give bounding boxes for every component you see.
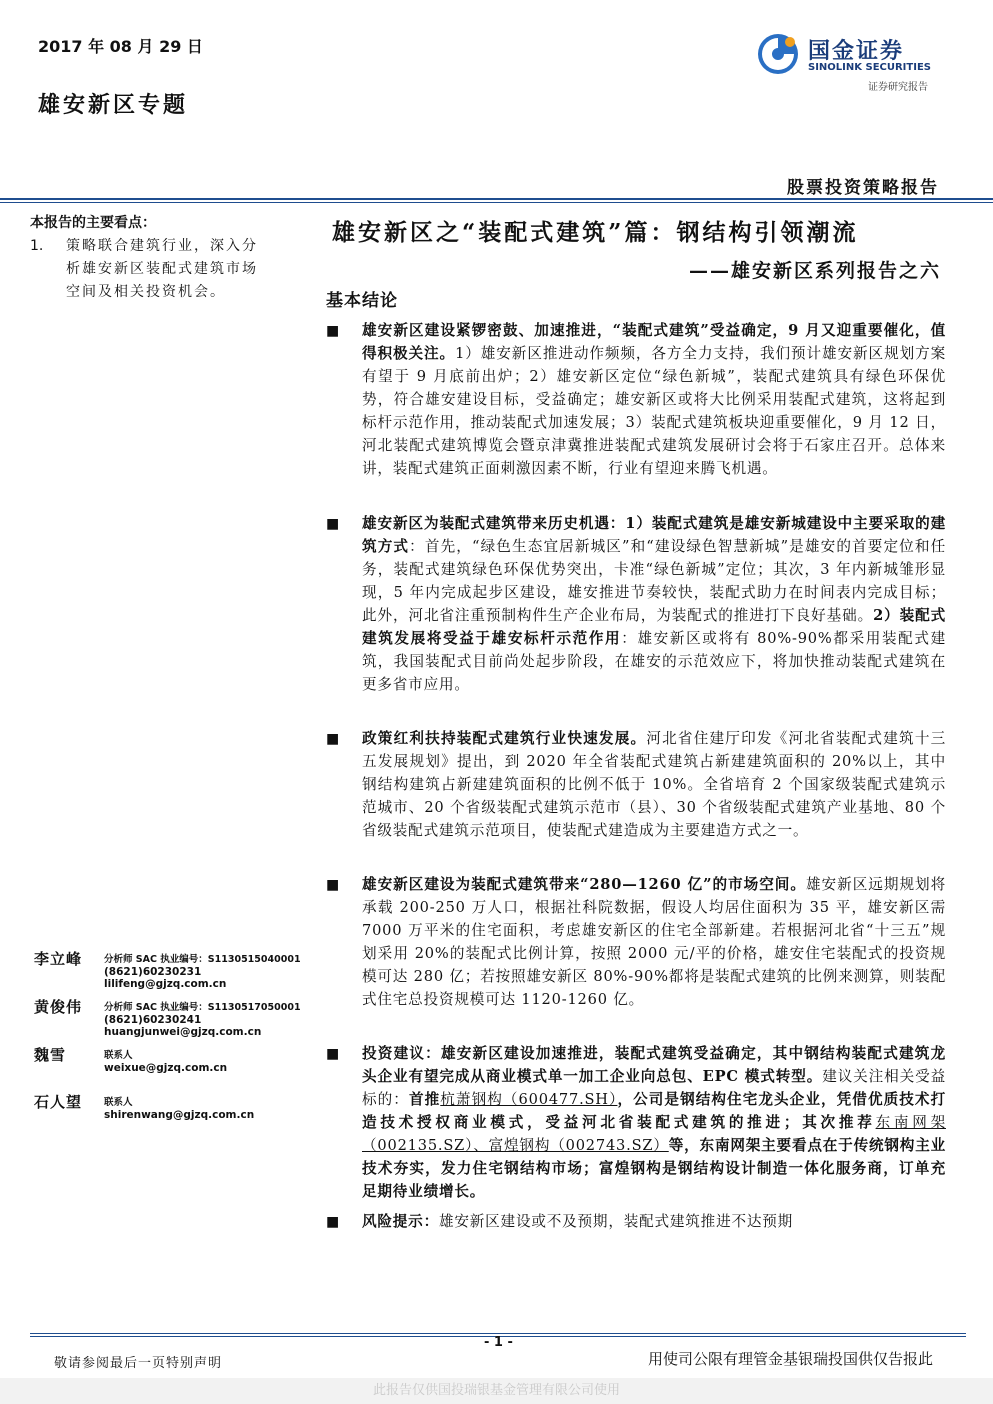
paragraph-lead: 风险提示： [362,1213,439,1230]
analyst-info [104,1097,254,1121]
paragraph-lead-2: 首推 [408,1091,441,1108]
footer-disclaimer: 敬请参阅最后一页特别声明 [54,1356,223,1371]
analyst-card [30,1044,330,1091]
paragraph-lead: 政策红利扶持装配式建筑行业快速发展。 [362,730,647,747]
paragraph-lead: 雄安新区建设紧锣密鼓、加速推进，“装配式建筑”受益确定，9 月又迎重要催化，值得积极关注。 [362,322,946,362]
highlight-number: 1. [30,238,44,254]
analyst-phone: (8621)60230231 [104,966,202,978]
bullet-marker: ■ [326,323,340,339]
bullet-marker: ■ [326,1214,340,1230]
report-topic: 雄安新区专题 [38,92,189,118]
paragraph-body: 1）雄安新区推进动作频频，各方全力支持，我们预计雄安新区规划方案有望于 9 月底前出炉；2）雄安新区定位“绿色新城”，装配式建筑具有绿色环保优势，符合雄安建设目标，受益确定；雄安新区或将大比例采用装配式建筑，这将起到标杆示范作用，推动装配式加速发展；3）装配式建筑板块迎重要催化，9 月 12 日，河北装配式建筑博览会暨京津冀推进装配式建筑发展研讨会将于石家庄召开。总体来讲，装配式建筑正面刺激因素不断，行业有望迎来腾飞机遇。 [362,345,946,477]
paragraph-body: 雄安新区建设或不及预期，装配式建筑推进不达预期 [438,1213,794,1230]
footer-usage-note: 用使司公限有理管金基银瑞投国供仅告报此 [647,1350,933,1368]
paragraph-lead: 投资建议：雄安新区建设加速推进，装配式建筑受益确定，其中钢结构装配式建筑龙头企业有望完成从商业模式单一加工企业向总包、EPC 模式转型。 [362,1045,946,1085]
conclusion-paragraph [362,873,946,1011]
analyst-role: 联系人 [104,1097,133,1108]
paragraph-body-2: ：雄安新区或将有 80%-90%都采用装配式建筑，我国装配式目前尚处起步阶段，在雄安的示范效应下，将加快推动装配式建筑在更多省市应用。 [362,630,946,693]
highlight-item [30,235,270,304]
analyst-info [104,954,301,990]
header-divider-thin [0,202,993,203]
highlights-panel [30,212,270,304]
paragraph-body: 河北省住建厅印发《河北省装配式建筑十三五发展规划》提出，到 2020 年全省装配式建筑占新建建筑面积的 20%以上，其中钢结构建筑占新建建筑面积的比例不低于 10%。全省培育 2 个国家级装配式建筑示范城市、20 个省级装配式建筑示范市（县）、30 个省级装配式建筑产业基地、80 个省级装配式建筑示范项目，使装配式建造成为主要建造方式之一。 [362,730,947,839]
conclusion-paragraph [362,512,946,696]
report-type: 股票投资策略报告 [787,178,939,198]
analyst-card [30,1091,330,1139]
analyst-name: 魏雪 [34,1046,67,1064]
usage-watermark: 此报告仅供国投瑞银基金管理有限公司使用 [0,1378,993,1404]
analyst-name: 李立峰 [34,950,83,968]
bullet-marker: ■ [326,516,340,532]
analyst-info [104,1050,227,1074]
logo-text-cn: 国金证券 [808,39,905,64]
analyst-email[interactable]: huangjunwei@gjzq.com.cn [104,1026,262,1038]
company-logo [756,32,946,96]
paragraph-lead: 雄安新区为装配式建筑带来历史机遇：1）装配式建筑是雄安新城建设中主要采取的建筑方式 [362,515,946,555]
conclusion-paragraph [362,1210,946,1233]
analyst-role: 分析师 SAC 执业编号：S1130517050001 [104,1002,301,1013]
footer-divider [30,1333,966,1334]
paragraph-body: 建议关注相关受益标的： [362,1068,946,1108]
analyst-role: 联系人 [104,1050,133,1061]
analyst-email[interactable]: lilifeng@gjzq.com.cn [104,978,227,990]
conclusion-paragraph [362,319,946,480]
paragraph-lead-3: ，公司是钢结构住宅龙头企业，凭借优质技术打造技术授权商业模式，受益河北省装配式建筑的推进；其次推荐 [362,1091,946,1131]
analyst-list [30,948,330,1139]
paragraph-lead: 雄安新区建设为装配式建筑带来“280—1260 亿”的市场空间。 [362,876,806,893]
header-divider [0,198,993,200]
stock-link-hangxiao[interactable]: 杭萧钢构（600477.SH） [440,1091,618,1108]
bullet-marker: ■ [326,731,340,747]
section-heading: 基本结论 [326,291,398,311]
paragraph-lead-4: 等，东南网架主要看点在于传统钢构主业技术夯实，发力住宅钢结构市场；富煌钢构是钢结构设计制造一体化服务商，订单充足期待业绩增长。 [362,1137,946,1200]
stock-link-dongnan-fuhuang[interactable]: 东南网架（002135.SZ）、富煌钢构（002743.SZ） [362,1114,946,1154]
paragraph-body: ：首先，“绿色生态宜居新城区”和“建设绿色智慧新城”是雄安的首要定位和任务，装配式建筑绿色环保优势突出，卡准“绿色新城”定位；其次，3 年内新城雏形显现，5 年内完成起步区建设，雄安推进节奏较快，装配式助力在时间表内完成目标；此外，河北省注重预制构件生产企业布局，为装配式的推进打下良好基础。 [362,538,946,624]
logo-subtitle: 证券研究报告 [868,82,928,93]
conclusion-paragraph [362,1042,946,1203]
report-subtitle: ——雄安新区系列报告之六 [688,260,941,282]
bullet-marker: ■ [326,877,340,893]
analyst-email[interactable]: shirenwang@gjzq.com.cn [104,1109,255,1121]
analyst-email[interactable]: weixue@gjzq.com.cn [104,1062,228,1074]
paragraph-lead-2: 2）装配式建筑发展将受益于雄安标杆示范作用 [362,607,946,647]
highlights-title: 本报告的主要看点： [30,215,156,231]
logo-text-en: SINOLINK SECURITIES [808,62,931,73]
page-number: - 1 - [484,1335,513,1350]
report-date: 2017 年 08 月 29 日 [38,37,203,56]
analyst-role: 分析师 SAC 执业编号：S1130515040001 [104,954,301,965]
conclusion-paragraph [362,727,946,842]
analyst-phone: (8621)60230241 [104,1014,202,1026]
analyst-name: 石人望 [34,1093,83,1111]
bullet-marker: ■ [326,1046,340,1062]
highlight-text: 策略联合建筑行业，深入分析雄安新区装配式建筑市场空间及相关投资机会。 [66,238,258,300]
logo-mark-icon [756,32,800,76]
analyst-card [30,948,330,996]
report-title: 雄安新区之“装配式建筑”篇：钢结构引领潮流 [332,219,859,246]
analyst-info [104,1002,301,1038]
paragraph-body: 雄安新区远期规划将承载 200-250 万人口，根据社科院数据，假设人均居住面积为 35 平，雄安新区需 7000 万平米的住宅面积，考虑雄安新区的住宅全部新建。若根据河北省“十三五”规划采用 20%的装配式比例计算，按照 2000 元/平的价格，雄安住宅装配式的投资规模可达 280 亿；若按照雄安新区 80%-90%都将是装配式建筑的比例来测算，则装配式住宅总投资规模可达 1120-1260 亿。 [362,876,947,1008]
analyst-name: 黄俊伟 [34,998,83,1016]
analyst-card [30,996,330,1044]
